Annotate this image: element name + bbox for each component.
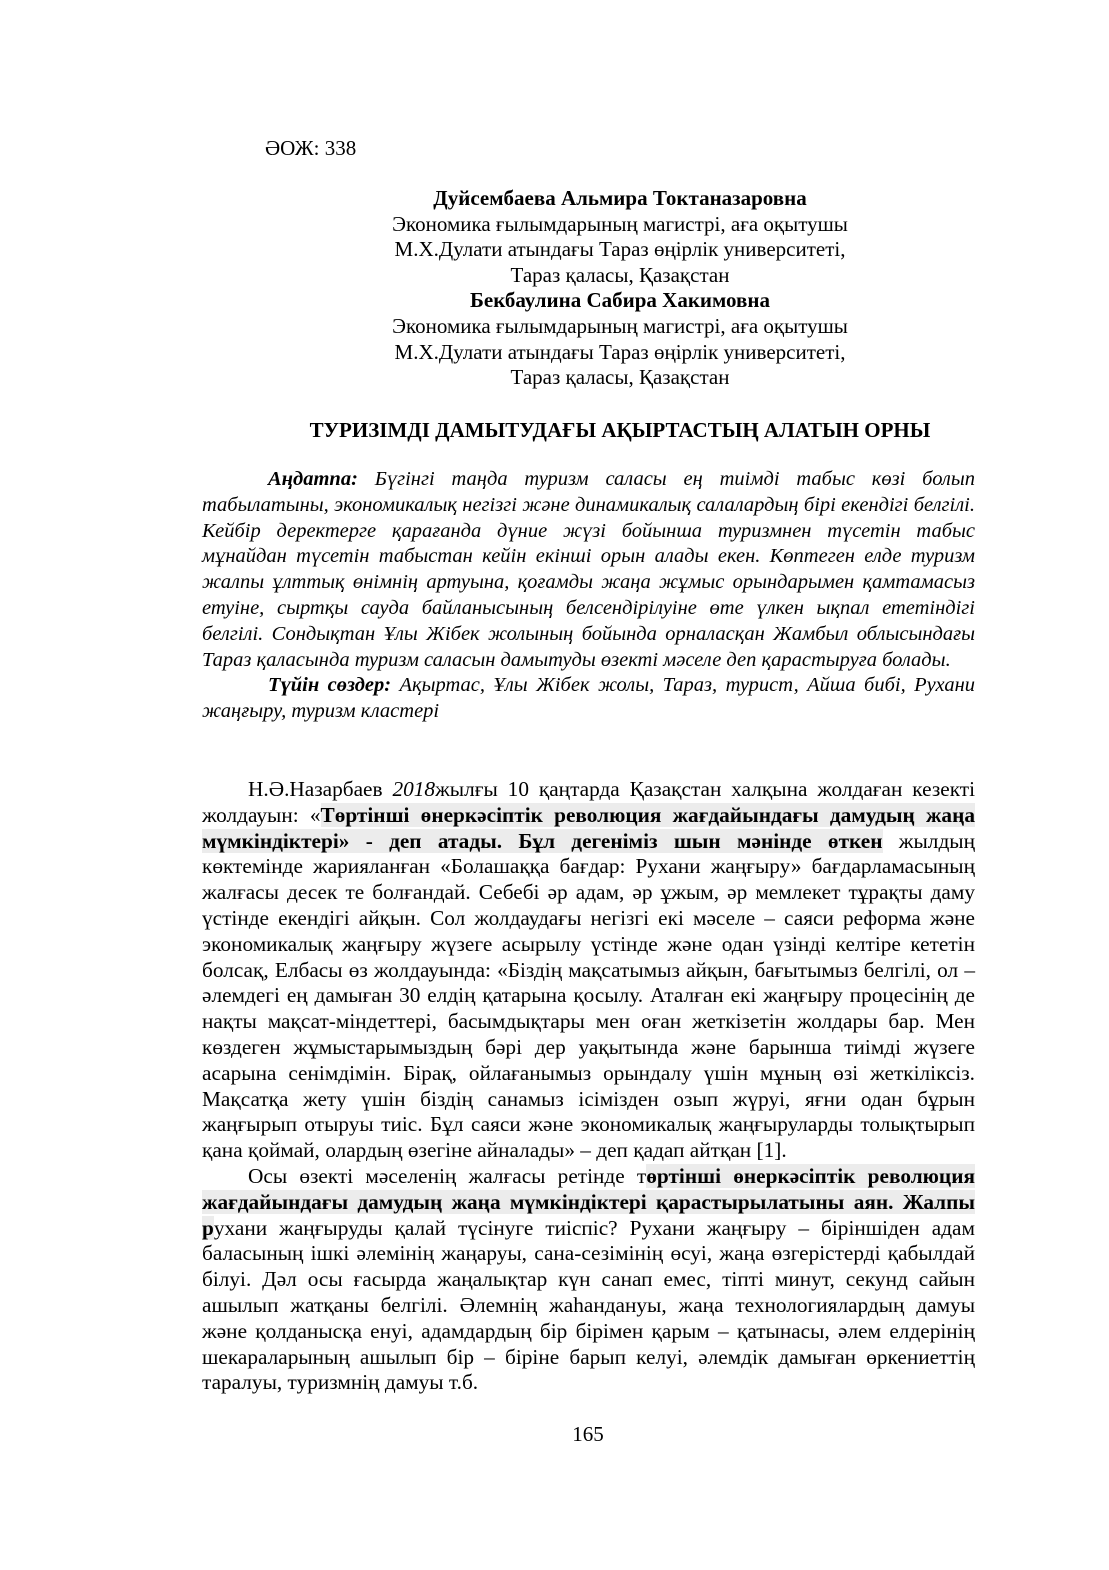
body-bold-text: Төртінші өнеркәсіптік революция жағдайындағы дамудың жаңа мүмкіндіктері» - деп атады. Бұл дегеніміз шын мәнінде өткен [202,802,975,853]
keywords-paragraph [202,673,975,725]
author-city: Тараз қаласы, Қазақстан [510,365,730,390]
author-name: Дуйсембаева Альмира Токтаназаровна [433,186,807,210]
article-body [202,777,975,1396]
body-text: ухани жаңғыруды қалай түсінуге тиіспіс? Рухани жаңғыру – біріншіден адам баласының ішкі әлемінің жаңаруы, сана-сезімінің өсуі, жаңа өзгерістерді қабылдай білуі. Дәл осы ғасырда жаңалықтар күн санап емес, тіпті минут, секунд сайын ашылып жатқаны белгілі. Әлемнің жаһандануы, жаңа технологиялардың дамуы және қолданысқа енуі, адамдардың бір бірімен қарым – қатынасы, әлем елдерінің шекараларының ашылып бір – біріне барып келуі, әлемдік дамыған өркениеттің таралуы, туризмнің дамуы т.б. [202,1215,975,1395]
authors-block [300,186,940,391]
body-year: 2018 [392,777,436,801]
keywords-text: Ақыртас, Ұлы Жібек жолы, Тараз, турист, Айша бибі, Рухани жаңғыру, туризм кластері [202,674,976,723]
keywords-label: Түйін сөздер: [268,674,392,697]
body-text: жылғы 10 қаңтарда Қазақстан халқына жолдаған кезекті жолдауын: « [202,777,975,827]
udc-code: ӘОЖ: 338 [265,136,357,160]
body-bold-text: өртінші өнеркәсіптік революция жағдайындағы дамудың жаңа мүмкіндіктері қарастырылатыны аян. Жалпы р [202,1163,975,1240]
body-text: жылдың көктемінде жарияланған «Болашаққа бағдар: Рухани жаңғыру» бағдарламасының жалғасы десек те болғандай. Себебі әр адам, әр ұжым, әр мемлекет тұрақты даму үстінде екендігі айқын. Сол жолдаудағы негізгі екі мәселе – саяси реформа және экономикалық жаңғыру жүзеге асырылу үстінде және одан үзінді келтіре кететін болсақ, Елбасы өз жолдауында: «Біздің мақсатымыз айқын, бағытымыз белгілі, ол – әлемдегі ең дамыған 30 елдің қатарына қосылу. Аталған екі жаңғыру процесінің де нақты мақсат-міндеттері, басымдықтары мен оған жеткізетін жолдары бар. Мен көздеген жұмыстарымыздың бәрі дер уақытында және барынша тиімді жүзеге асарына сенімдімін. Бірақ, ойлағанымыз орындалу үшін мұның өзі жеткіліксіз. Мақсатқа жету үшін біздің санамыз ісімізден озып жүруі, яғни одан бұрын жаңғырып отыруы тиіс. Бұл саяси және экономикалық жаңғыруларды толықтырып қана қоймай, олардың өзегіне айналады» – деп қадап айтқан [1]. [202,828,975,1163]
abstract-paragraph [202,467,975,673]
body-paragraph-1 [202,777,975,1164]
author-position: Экономика ғылымдарының магистрі, аға оқытушы [392,211,848,236]
abstract-label: Аңдатпа: [268,468,358,490]
author-city: Тараз қаласы, Қазақстан [510,262,730,287]
body-text: Н.Ә.Назарбаев [248,777,393,801]
author-university: М.Х.Дулати атындағы Тараз өңірлік университеті, [394,237,846,262]
author-name: Бекбаулина Сабира Хакимовна [470,288,770,313]
body-paragraph-2 [202,1164,975,1396]
abstract-block [202,467,975,725]
author-position: Экономика ғылымдарының магистрі, аға оқытушы [392,313,848,338]
author-university: М.Х.Дулати атындағы Тараз өңірлік университеті, [394,339,846,364]
abstract-text: Бүгінгі таңда туризм саласы ең тиімді табыс көзі болып табылатыны, экономикалық негізгі және динамикалық салалардың бірі екендігі белгілі. Кейбір деректерге қарағанда дүние жүзі бойынша туризмнен түсетін табыс мұнайдан түсетін табыстан кейін екінші орын алады екен. Көптеген елде туризм жалпы ұлттық өнімнің артуына, қоғамды жаңа жұмыс орындарымен қамтамасыз етуіне, сыртқы сауда байланысының белсендірілуіне өте үлкен ықпал ететіндігі белгілі. Сондықтан Ұлы Жібек жолының бойында орналасқан Жамбыл облысындағы Тараз қаласында туризм саласын дамытуды өзекті мәселе деп қарастыруға болады. [202,468,976,671]
article-title: ТУРИЗІМДІ ДАМЫТУДАҒЫ АҚЫРТАСТЫҢ АЛАТЫН ОРНЫ [309,418,931,442]
page-number: 165 [572,1422,604,1446]
body-text: Осы өзекті мәселенің жалғасы ретінде т [248,1163,647,1188]
